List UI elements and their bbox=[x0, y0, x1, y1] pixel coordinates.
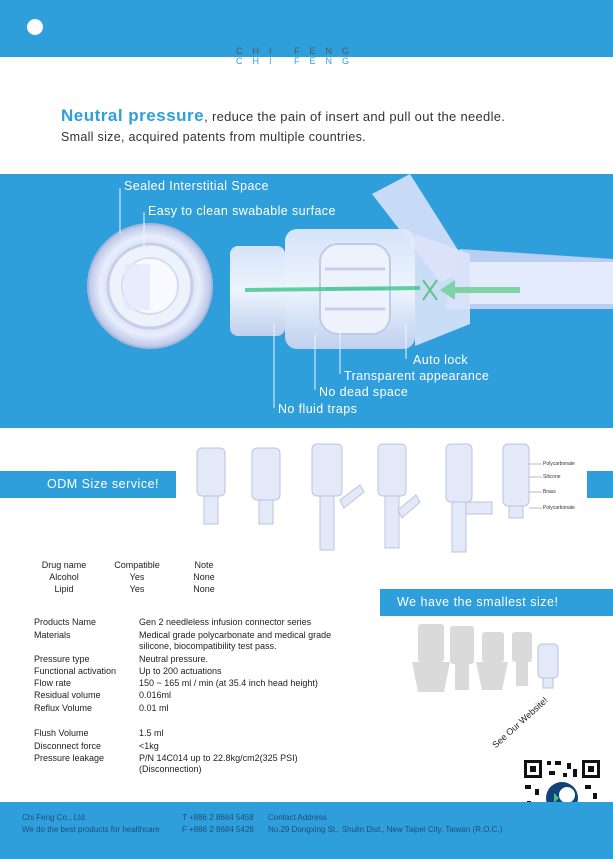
spec-value: 1.5 ml bbox=[139, 728, 164, 738]
banner-dot-icon bbox=[27, 19, 43, 35]
footer-fax: F +886 2 8684 5428 bbox=[182, 825, 254, 834]
footer-address: No.29 Dongxing St., Shulin Dist., New Taipei City, Taiwan (R.O.C.) bbox=[268, 825, 503, 834]
brand-logo bbox=[236, 46, 359, 66]
spec-key: Pressure type bbox=[34, 654, 90, 664]
headline-highlight: Neutral pressure bbox=[61, 106, 205, 125]
spec-value: 0.016ml bbox=[139, 690, 172, 700]
subheadline: Small size, acquired patents from multiple countries. bbox=[61, 130, 366, 144]
spec-value: 0.01 ml bbox=[139, 703, 169, 713]
spec-key: Disconnect force bbox=[34, 741, 102, 751]
spec-value: Neutral pressure. bbox=[139, 654, 209, 664]
spec-value: Up to 200 actuations bbox=[139, 666, 222, 676]
brand-line-1: CHI FENG bbox=[236, 46, 360, 56]
col-header: Compatible bbox=[114, 560, 160, 570]
product-lineup-images bbox=[0, 440, 613, 560]
size-comparison-silhouettes bbox=[410, 624, 570, 694]
odm-title: ODM Size service! bbox=[47, 477, 159, 491]
table-cell: None bbox=[193, 584, 215, 594]
spec-key: Reflux Volume bbox=[34, 703, 93, 713]
col-header: Drug name bbox=[41, 560, 87, 570]
callout-no-fluid-traps: No fluid traps bbox=[278, 402, 358, 416]
part-label-2: Silicone bbox=[543, 474, 561, 480]
brand-line-2: CHI FENG bbox=[236, 56, 360, 66]
callout-sealed-space: Sealed Interstitial Space bbox=[124, 179, 269, 193]
col-header: Note bbox=[194, 560, 214, 570]
spec-key: Pressure leakage bbox=[34, 753, 105, 763]
compatibility-table bbox=[30, 559, 232, 595]
spec-key: Flow rate bbox=[34, 678, 72, 688]
callout-no-dead-space: No dead space bbox=[319, 385, 409, 399]
spec-value: Medical grade polycarbonate and medical grade silicone, biocompatibility test pass. bbox=[139, 630, 332, 651]
see-website-label: See Our Website! bbox=[490, 695, 550, 750]
part-label-4: Polycarbonate bbox=[543, 505, 575, 511]
table-header-row bbox=[30, 559, 232, 571]
callout-transparent: Transparent appearance bbox=[344, 369, 490, 383]
table-cell: Alcohol bbox=[49, 572, 79, 582]
spec-key: Flush Volume bbox=[34, 728, 89, 738]
headline bbox=[61, 106, 505, 126]
spec-value: 150 ~ 165 ml / min (at 35.4 inch head height) bbox=[139, 678, 318, 688]
spec-key: Materials bbox=[34, 630, 71, 640]
smallest-size-title: We have the smallest size! bbox=[397, 595, 559, 609]
headline-rest: , reduce the pain of insert and pull out the needle. bbox=[204, 109, 506, 124]
spec-value: <1kg bbox=[139, 741, 159, 751]
footer-phone: T +886 2 8684 5458 bbox=[182, 813, 254, 822]
table-cell: None bbox=[193, 572, 215, 582]
table-row bbox=[30, 583, 232, 595]
spec-key: Functional activation bbox=[34, 666, 117, 676]
table-cell: Yes bbox=[129, 584, 145, 594]
table-cell: Lipid bbox=[54, 584, 74, 594]
table-row bbox=[30, 571, 232, 583]
spec-key: Residual volume bbox=[34, 690, 101, 700]
part-label-1: Polycarbonate bbox=[543, 461, 575, 467]
spec-value: P/N 14C014 up to 22.8kg/cm2(325 PSI) (Disconnection) bbox=[139, 753, 298, 774]
footer-address-label: Contact Address bbox=[268, 813, 327, 822]
part-label-3: Brass bbox=[543, 489, 556, 495]
footer-company: Chi Feng Co., Ltd. bbox=[22, 813, 87, 822]
spec-value: Gen 2 needleless infusion connector series bbox=[139, 617, 312, 627]
table-cell: Yes bbox=[129, 572, 145, 582]
footer-slogan: We do the best products for healthcare bbox=[22, 825, 160, 834]
callout-swabable-surface: Easy to clean swabable surface bbox=[148, 204, 336, 218]
callout-auto-lock: Auto lock bbox=[413, 353, 469, 367]
spec-key: Products Name bbox=[34, 617, 97, 627]
hero-product-section bbox=[0, 174, 613, 428]
